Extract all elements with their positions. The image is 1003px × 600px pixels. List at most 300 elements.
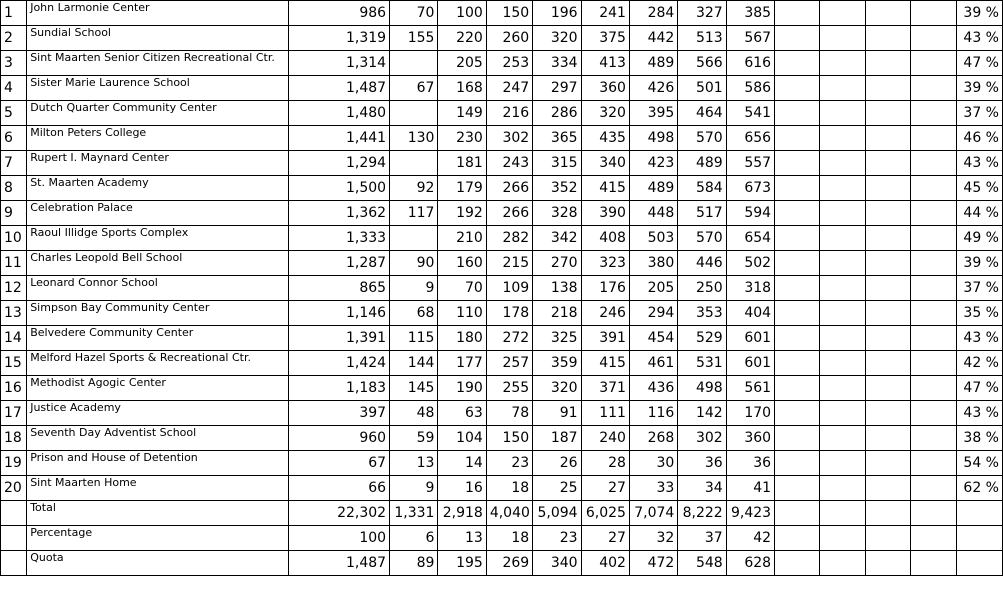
empty-cell <box>911 376 956 401</box>
count-cell: 27 <box>581 526 629 551</box>
count-cell: 14 <box>438 451 486 476</box>
count-cell: 340 <box>581 151 629 176</box>
empty-cell <box>820 376 865 401</box>
row-number: 7 <box>1 151 27 176</box>
table-row <box>1 226 1003 251</box>
location-name: Belvedere Community Center <box>27 326 289 351</box>
total-cell: 1,362 <box>289 201 390 226</box>
table-row <box>1 76 1003 101</box>
percentage-cell: 37 % <box>956 276 1003 301</box>
row-number <box>1 501 27 526</box>
count-cell: 413 <box>581 51 629 76</box>
total-cell: 1,487 <box>289 76 390 101</box>
count-cell: 359 <box>533 351 581 376</box>
count-cell: 5,094 <box>533 501 581 526</box>
count-cell: 25 <box>533 476 581 501</box>
row-number: 17 <box>1 401 27 426</box>
count-cell: 36 <box>678 451 726 476</box>
total-cell: 986 <box>289 1 390 26</box>
row-number: 10 <box>1 226 27 251</box>
count-cell: 270 <box>533 251 581 276</box>
count-cell: 656 <box>726 126 774 151</box>
empty-cell <box>865 276 910 301</box>
location-name: Sundial School <box>27 26 289 51</box>
count-cell: 489 <box>629 176 677 201</box>
count-cell: 247 <box>486 76 532 101</box>
count-cell: 42 <box>726 526 774 551</box>
location-name: Charles Leopold Bell School <box>27 251 289 276</box>
count-cell: 253 <box>486 51 532 76</box>
count-cell: 89 <box>390 551 438 576</box>
empty-cell <box>865 501 910 526</box>
count-cell: 570 <box>678 226 726 251</box>
percentage-cell: 39 % <box>956 76 1003 101</box>
table-body <box>1 1 1003 576</box>
empty-cell <box>820 426 865 451</box>
count-cell: 442 <box>629 26 677 51</box>
row-number: 15 <box>1 351 27 376</box>
count-cell: 284 <box>629 1 677 26</box>
percentage-cell: 37 % <box>956 101 1003 126</box>
empty-cell <box>911 426 956 451</box>
empty-cell <box>775 326 820 351</box>
empty-cell <box>820 101 865 126</box>
total-cell: 1,294 <box>289 151 390 176</box>
percentage-cell: 39 % <box>956 251 1003 276</box>
total-cell: 1,287 <box>289 251 390 276</box>
percentage-cell: 47 % <box>956 376 1003 401</box>
count-cell: 266 <box>486 201 532 226</box>
count-cell: 23 <box>533 526 581 551</box>
count-cell: 334 <box>533 51 581 76</box>
row-number: 8 <box>1 176 27 201</box>
count-cell: 594 <box>726 201 774 226</box>
count-cell: 32 <box>629 526 677 551</box>
count-cell: 302 <box>486 126 532 151</box>
table-row <box>1 151 1003 176</box>
empty-cell <box>911 476 956 501</box>
empty-cell <box>775 201 820 226</box>
empty-cell <box>865 51 910 76</box>
count-cell: 323 <box>581 251 629 276</box>
count-cell: 63 <box>438 401 486 426</box>
empty-cell <box>775 451 820 476</box>
row-number: 13 <box>1 301 27 326</box>
total-cell: 397 <box>289 401 390 426</box>
count-cell: 446 <box>678 251 726 276</box>
empty-cell <box>865 476 910 501</box>
count-cell: 435 <box>581 126 629 151</box>
location-name: Sister Marie Laurence School <box>27 76 289 101</box>
count-cell: 557 <box>726 151 774 176</box>
count-cell <box>390 101 438 126</box>
count-cell: 282 <box>486 226 532 251</box>
table-row <box>1 326 1003 351</box>
total-cell: 1,424 <box>289 351 390 376</box>
empty-cell <box>865 526 910 551</box>
location-name: Rupert I. Maynard Center <box>27 151 289 176</box>
count-cell: 109 <box>486 276 532 301</box>
total-cell: 1,480 <box>289 101 390 126</box>
empty-cell <box>775 401 820 426</box>
empty-cell <box>865 326 910 351</box>
location-name: Methodist Agogic Center <box>27 376 289 401</box>
percentage-cell <box>956 551 1003 576</box>
count-cell: 502 <box>726 251 774 276</box>
count-cell: 584 <box>678 176 726 201</box>
empty-cell <box>911 551 956 576</box>
count-cell: 1,331 <box>390 501 438 526</box>
table-row <box>1 451 1003 476</box>
count-cell: 250 <box>678 276 726 301</box>
count-cell: 385 <box>726 1 774 26</box>
count-cell: 178 <box>486 301 532 326</box>
summary-label: Percentage <box>27 526 289 551</box>
count-cell: 9,423 <box>726 501 774 526</box>
total-cell: 960 <box>289 426 390 451</box>
count-cell: 240 <box>581 426 629 451</box>
count-cell: 673 <box>726 176 774 201</box>
total-cell: 1,487 <box>289 551 390 576</box>
count-cell: 180 <box>438 326 486 351</box>
count-cell: 654 <box>726 226 774 251</box>
empty-cell <box>775 151 820 176</box>
count-cell: 352 <box>533 176 581 201</box>
location-name: Simpson Bay Community Center <box>27 301 289 326</box>
location-name: Raoul Illidge Sports Complex <box>27 226 289 251</box>
empty-cell <box>775 251 820 276</box>
count-cell: 192 <box>438 201 486 226</box>
count-cell: 269 <box>486 551 532 576</box>
total-cell: 1,441 <box>289 126 390 151</box>
table-row <box>1 276 1003 301</box>
count-cell: 190 <box>438 376 486 401</box>
count-cell: 302 <box>678 426 726 451</box>
empty-cell <box>911 451 956 476</box>
empty-cell <box>865 376 910 401</box>
empty-cell <box>865 201 910 226</box>
count-cell: 294 <box>629 301 677 326</box>
count-cell: 255 <box>486 376 532 401</box>
count-cell: 503 <box>629 226 677 251</box>
total-cell: 1,319 <box>289 26 390 51</box>
count-cell: 23 <box>486 451 532 476</box>
percentage-cell: 43 % <box>956 401 1003 426</box>
empty-cell <box>775 51 820 76</box>
count-cell: 371 <box>581 376 629 401</box>
empty-cell <box>865 301 910 326</box>
table-row <box>1 376 1003 401</box>
count-cell: 8,222 <box>678 501 726 526</box>
empty-cell <box>820 26 865 51</box>
count-cell: 241 <box>581 1 629 26</box>
count-cell: 111 <box>581 401 629 426</box>
table-row <box>1 426 1003 451</box>
count-cell: 216 <box>486 101 532 126</box>
empty-cell <box>911 1 956 26</box>
total-cell: 100 <box>289 526 390 551</box>
count-cell: 461 <box>629 351 677 376</box>
count-cell: 408 <box>581 226 629 251</box>
count-cell: 177 <box>438 351 486 376</box>
empty-cell <box>911 26 956 51</box>
count-cell: 18 <box>486 526 532 551</box>
row-number: 16 <box>1 376 27 401</box>
count-cell: 68 <box>390 301 438 326</box>
location-name: Seventh Day Adventist School <box>27 426 289 451</box>
empty-cell <box>911 76 956 101</box>
empty-cell <box>865 426 910 451</box>
row-number: 19 <box>1 451 27 476</box>
table-row <box>1 176 1003 201</box>
count-cell: 230 <box>438 126 486 151</box>
empty-cell <box>820 226 865 251</box>
empty-cell <box>820 551 865 576</box>
count-cell: 117 <box>390 201 438 226</box>
count-cell: 26 <box>533 451 581 476</box>
total-cell: 865 <box>289 276 390 301</box>
percentage-cell: 62 % <box>956 476 1003 501</box>
percentage-cell: 54 % <box>956 451 1003 476</box>
count-cell <box>390 151 438 176</box>
location-name: Celebration Palace <box>27 201 289 226</box>
count-cell: 92 <box>390 176 438 201</box>
count-cell: 320 <box>533 376 581 401</box>
empty-cell <box>775 76 820 101</box>
empty-cell <box>911 126 956 151</box>
count-cell: 360 <box>581 76 629 101</box>
count-cell: 513 <box>678 26 726 51</box>
total-cell: 1,500 <box>289 176 390 201</box>
empty-cell <box>775 26 820 51</box>
empty-cell <box>865 251 910 276</box>
count-cell: 489 <box>678 151 726 176</box>
empty-cell <box>820 451 865 476</box>
empty-cell <box>775 551 820 576</box>
count-cell: 170 <box>726 401 774 426</box>
empty-cell <box>865 126 910 151</box>
count-cell: 90 <box>390 251 438 276</box>
empty-cell <box>820 276 865 301</box>
empty-cell <box>865 451 910 476</box>
empty-cell <box>820 326 865 351</box>
count-cell: 561 <box>726 376 774 401</box>
total-cell: 1,146 <box>289 301 390 326</box>
count-cell: 181 <box>438 151 486 176</box>
empty-cell <box>820 526 865 551</box>
table-row <box>1 201 1003 226</box>
count-cell: 340 <box>533 551 581 576</box>
empty-cell <box>865 101 910 126</box>
count-cell: 91 <box>533 401 581 426</box>
empty-cell <box>911 226 956 251</box>
count-cell: 4,040 <box>486 501 532 526</box>
percentage-cell: 42 % <box>956 351 1003 376</box>
count-cell: 342 <box>533 226 581 251</box>
empty-cell <box>865 176 910 201</box>
count-cell: 318 <box>726 276 774 301</box>
count-cell: 415 <box>581 351 629 376</box>
count-cell <box>390 226 438 251</box>
count-cell: 360 <box>726 426 774 451</box>
percentage-cell: 35 % <box>956 301 1003 326</box>
empty-cell <box>775 276 820 301</box>
empty-cell <box>911 201 956 226</box>
count-cell: 415 <box>581 176 629 201</box>
empty-cell <box>911 526 956 551</box>
empty-cell <box>911 51 956 76</box>
count-cell: 145 <box>390 376 438 401</box>
location-name: Leonard Connor School <box>27 276 289 301</box>
count-cell: 404 <box>726 301 774 326</box>
count-cell: 13 <box>438 526 486 551</box>
empty-cell <box>911 351 956 376</box>
count-cell: 104 <box>438 426 486 451</box>
count-cell: 328 <box>533 201 581 226</box>
row-number: 2 <box>1 26 27 51</box>
count-cell: 78 <box>486 401 532 426</box>
total-cell: 1,314 <box>289 51 390 76</box>
count-cell: 142 <box>678 401 726 426</box>
count-cell: 18 <box>486 476 532 501</box>
empty-cell <box>820 76 865 101</box>
count-cell: 179 <box>438 176 486 201</box>
table-row <box>1 351 1003 376</box>
empty-cell <box>911 501 956 526</box>
count-cell: 498 <box>678 376 726 401</box>
location-name: St. Maarten Academy <box>27 176 289 201</box>
count-cell: 116 <box>629 401 677 426</box>
empty-cell <box>775 426 820 451</box>
count-cell: 13 <box>390 451 438 476</box>
count-cell: 34 <box>678 476 726 501</box>
empty-cell <box>820 251 865 276</box>
count-cell: 426 <box>629 76 677 101</box>
empty-cell <box>911 401 956 426</box>
empty-cell <box>865 351 910 376</box>
percentage-cell: 38 % <box>956 426 1003 451</box>
empty-cell <box>820 301 865 326</box>
count-cell: 601 <box>726 351 774 376</box>
row-number: 9 <box>1 201 27 226</box>
empty-cell <box>820 201 865 226</box>
count-cell: 28 <box>581 451 629 476</box>
count-cell: 395 <box>629 101 677 126</box>
count-cell: 33 <box>629 476 677 501</box>
empty-cell <box>865 226 910 251</box>
count-cell: 196 <box>533 1 581 26</box>
count-cell: 6,025 <box>581 501 629 526</box>
count-cell: 570 <box>678 126 726 151</box>
count-cell: 176 <box>581 276 629 301</box>
count-cell: 110 <box>438 301 486 326</box>
percentage-cell: 46 % <box>956 126 1003 151</box>
count-cell: 297 <box>533 76 581 101</box>
empty-cell <box>775 376 820 401</box>
count-cell: 320 <box>533 26 581 51</box>
empty-cell <box>775 126 820 151</box>
empty-cell <box>820 51 865 76</box>
count-cell: 501 <box>678 76 726 101</box>
empty-cell <box>911 301 956 326</box>
count-cell: 268 <box>629 426 677 451</box>
count-cell: 205 <box>629 276 677 301</box>
row-number <box>1 551 27 576</box>
empty-cell <box>775 476 820 501</box>
count-cell: 138 <box>533 276 581 301</box>
location-name: Prison and House of Detention <box>27 451 289 476</box>
row-number: 4 <box>1 76 27 101</box>
summary-label: Quota <box>27 551 289 576</box>
count-cell: 67 <box>390 76 438 101</box>
row-number: 1 <box>1 1 27 26</box>
empty-cell <box>911 251 956 276</box>
count-cell: 130 <box>390 126 438 151</box>
count-cell: 286 <box>533 101 581 126</box>
count-cell: 464 <box>678 101 726 126</box>
count-cell: 187 <box>533 426 581 451</box>
count-cell: 7,074 <box>629 501 677 526</box>
empty-cell <box>775 1 820 26</box>
count-cell: 375 <box>581 26 629 51</box>
count-cell: 160 <box>438 251 486 276</box>
percentage-cell: 43 % <box>956 326 1003 351</box>
count-cell: 36 <box>726 451 774 476</box>
percentage-cell: 43 % <box>956 26 1003 51</box>
location-name: Dutch Quarter Community Center <box>27 101 289 126</box>
percentage-cell: 49 % <box>956 226 1003 251</box>
row-number: 12 <box>1 276 27 301</box>
count-cell: 16 <box>438 476 486 501</box>
count-cell: 41 <box>726 476 774 501</box>
total-cell: 1,333 <box>289 226 390 251</box>
count-cell: 149 <box>438 101 486 126</box>
location-name: Melford Hazel Sports & Recreational Ctr. <box>27 351 289 376</box>
count-cell: 115 <box>390 326 438 351</box>
location-name: Sint Maarten Senior Citizen Recreational Ctr. <box>27 51 289 76</box>
empty-cell <box>820 1 865 26</box>
percentage-cell <box>956 526 1003 551</box>
summary-row <box>1 526 1003 551</box>
empty-cell <box>775 226 820 251</box>
count-cell: 541 <box>726 101 774 126</box>
summary-row <box>1 551 1003 576</box>
count-cell: 243 <box>486 151 532 176</box>
empty-cell <box>775 501 820 526</box>
location-name: Milton Peters College <box>27 126 289 151</box>
count-cell: 260 <box>486 26 532 51</box>
row-number: 6 <box>1 126 27 151</box>
count-cell: 601 <box>726 326 774 351</box>
empty-cell <box>820 476 865 501</box>
table-row <box>1 251 1003 276</box>
empty-cell <box>911 276 956 301</box>
count-cell: 498 <box>629 126 677 151</box>
row-number <box>1 526 27 551</box>
table-row <box>1 126 1003 151</box>
count-cell: 218 <box>533 301 581 326</box>
count-cell: 391 <box>581 326 629 351</box>
total-cell: 22,302 <box>289 501 390 526</box>
empty-cell <box>865 151 910 176</box>
count-cell: 327 <box>678 1 726 26</box>
count-cell: 27 <box>581 476 629 501</box>
row-number: 5 <box>1 101 27 126</box>
empty-cell <box>775 526 820 551</box>
count-cell: 37 <box>678 526 726 551</box>
count-cell: 70 <box>438 276 486 301</box>
count-cell: 30 <box>629 451 677 476</box>
